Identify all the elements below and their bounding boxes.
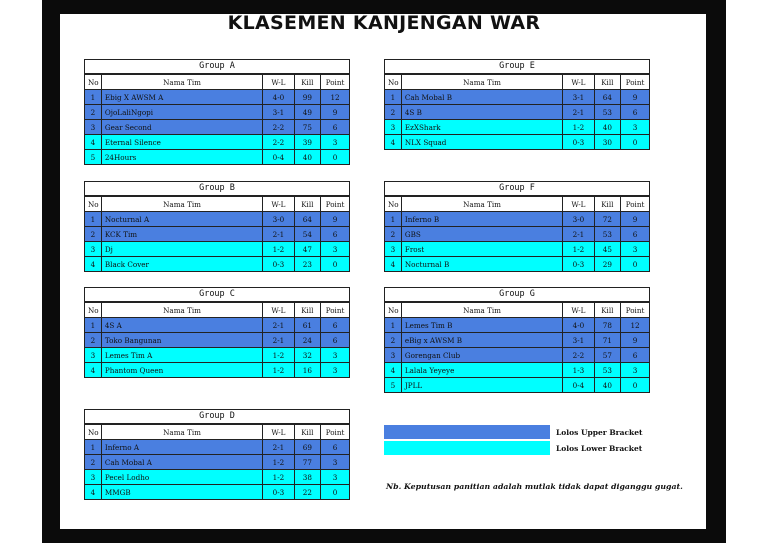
- cell-wl: 2-1: [263, 440, 294, 455]
- cell-point: 12: [621, 318, 650, 333]
- cell-point: 9: [621, 90, 650, 105]
- cell-name: JPLL: [401, 378, 562, 393]
- column-header-point: Point: [621, 75, 650, 90]
- table-row: [385, 363, 650, 378]
- cell-name: Pecel Lodho: [101, 470, 262, 485]
- table-row: [85, 120, 350, 135]
- cell-kill: 54: [294, 227, 321, 242]
- cell-kill: 72: [594, 212, 621, 227]
- cell-kill: 23: [294, 257, 321, 272]
- table-row: [85, 105, 350, 120]
- standings-table: [84, 74, 350, 165]
- cell-no: 4: [385, 257, 402, 272]
- footnote: Nb. Keputusan panitian adalah mutlak tidak dapat diganggu gugat.: [386, 482, 683, 491]
- cell-kill: 38: [294, 470, 321, 485]
- column-header-point: Point: [621, 197, 650, 212]
- cell-name: eBig x AWSM B: [401, 333, 562, 348]
- cell-wl: 0-3: [563, 135, 594, 150]
- cell-no: 1: [385, 90, 402, 105]
- cell-name: Gear Second: [101, 120, 262, 135]
- table-row: [85, 90, 350, 105]
- cell-wl: 3-0: [563, 212, 594, 227]
- cell-name: 4S A: [101, 318, 262, 333]
- cell-wl: 2-2: [563, 348, 594, 363]
- cell-no: 3: [85, 120, 102, 135]
- group-title: Group D: [84, 409, 350, 424]
- cell-name: Cah Mobal B: [401, 90, 562, 105]
- cell-no: 5: [85, 150, 102, 165]
- cell-no: 4: [85, 363, 102, 378]
- cell-point: 3: [321, 470, 350, 485]
- table-row: [385, 90, 650, 105]
- standings-table: [384, 74, 650, 150]
- cell-point: 6: [321, 318, 350, 333]
- cell-wl: 3-1: [263, 105, 294, 120]
- cell-point: 6: [621, 227, 650, 242]
- group-table-6: [384, 287, 650, 393]
- cell-wl: 1-2: [263, 242, 294, 257]
- cell-name: Ebig X AWSM A: [101, 90, 262, 105]
- column-header-no: No: [385, 197, 402, 212]
- column-header-wl: W-L: [263, 425, 294, 440]
- cell-point: 6: [321, 227, 350, 242]
- cell-kill: 75: [294, 120, 321, 135]
- legend-swatch-upper: [384, 425, 550, 439]
- header-row: [385, 75, 650, 90]
- cell-name: Eternal Silence: [101, 135, 262, 150]
- cell-point: 3: [321, 135, 350, 150]
- column-header-point: Point: [321, 75, 350, 90]
- cell-no: 3: [85, 242, 102, 257]
- table-row: [385, 212, 650, 227]
- column-header-point: Point: [321, 303, 350, 318]
- table-row: [85, 455, 350, 470]
- cell-name: GBS: [401, 227, 562, 242]
- cell-point: 9: [321, 105, 350, 120]
- cell-kill: 24: [294, 333, 321, 348]
- table-row: [85, 333, 350, 348]
- cell-no: 3: [385, 348, 402, 363]
- group-title: Group G: [384, 287, 650, 302]
- table-row: [385, 333, 650, 348]
- cell-kill: 29: [594, 257, 621, 272]
- cell-wl: 1-2: [263, 470, 294, 485]
- column-header-name: Nama Tim: [401, 75, 562, 90]
- group-title: Group B: [84, 181, 350, 196]
- cell-kill: 40: [594, 378, 621, 393]
- cell-point: 3: [621, 242, 650, 257]
- table-row: [85, 470, 350, 485]
- cell-wl: 2-1: [563, 227, 594, 242]
- column-header-kill: Kill: [294, 75, 321, 90]
- cell-kill: 64: [294, 212, 321, 227]
- cell-wl: 1-2: [263, 455, 294, 470]
- group-table-5: [384, 181, 650, 272]
- table-row: [385, 318, 650, 333]
- cell-wl: 3-1: [563, 333, 594, 348]
- cell-no: 1: [85, 440, 102, 455]
- cell-no: 5: [385, 378, 402, 393]
- standings-table: [84, 302, 350, 378]
- standings-table: [84, 196, 350, 272]
- cell-point: 0: [621, 378, 650, 393]
- column-header-kill: Kill: [594, 197, 621, 212]
- cell-kill: 16: [294, 363, 321, 378]
- column-header-wl: W-L: [563, 75, 594, 90]
- cell-wl: 3-0: [263, 212, 294, 227]
- cell-name: Nocturnal A: [101, 212, 262, 227]
- cell-kill: 99: [294, 90, 321, 105]
- cell-no: 3: [85, 348, 102, 363]
- cell-kill: 30: [594, 135, 621, 150]
- cell-point: 9: [621, 212, 650, 227]
- cell-point: 9: [321, 212, 350, 227]
- cell-kill: 77: [294, 455, 321, 470]
- cell-name: Lemes Tim B: [401, 318, 562, 333]
- cell-no: 2: [85, 333, 102, 348]
- column-header-point: Point: [621, 303, 650, 318]
- header-row: [85, 425, 350, 440]
- cell-kill: 53: [594, 227, 621, 242]
- table-row: [385, 227, 650, 242]
- cell-wl: 1-2: [563, 242, 594, 257]
- table-row: [85, 348, 350, 363]
- cell-name: Lemes Tim A: [101, 348, 262, 363]
- group-table-1: [84, 181, 350, 272]
- cell-wl: 2-2: [263, 120, 294, 135]
- column-header-wl: W-L: [563, 197, 594, 212]
- table-row: [85, 440, 350, 455]
- cell-no: 3: [85, 470, 102, 485]
- cell-name: Inferno A: [101, 440, 262, 455]
- cell-point: 3: [321, 363, 350, 378]
- legend-label-lower: Lolos Lower Bracket: [556, 444, 643, 453]
- column-header-name: Nama Tim: [401, 197, 562, 212]
- cell-kill: 40: [594, 120, 621, 135]
- cell-wl: 1-2: [263, 348, 294, 363]
- cell-name: EzXShark: [401, 120, 562, 135]
- column-header-kill: Kill: [294, 425, 321, 440]
- cell-wl: 0-4: [263, 150, 294, 165]
- column-header-no: No: [385, 303, 402, 318]
- header-row: [385, 197, 650, 212]
- cell-name: Toko Bangunan: [101, 333, 262, 348]
- cell-wl: 0-3: [263, 485, 294, 500]
- column-header-name: Nama Tim: [401, 303, 562, 318]
- cell-name: KCK Tim: [101, 227, 262, 242]
- header-row: [85, 303, 350, 318]
- cell-no: 1: [85, 318, 102, 333]
- column-header-kill: Kill: [294, 303, 321, 318]
- cell-name: Frost: [401, 242, 562, 257]
- cell-name: Inferno B: [401, 212, 562, 227]
- cell-kill: 49: [294, 105, 321, 120]
- cell-wl: 0-4: [563, 378, 594, 393]
- legend-swatch-lower: [384, 441, 550, 455]
- cell-no: 4: [85, 257, 102, 272]
- group-table-2: [84, 287, 350, 378]
- standings-table: [84, 424, 350, 500]
- column-header-wl: W-L: [263, 197, 294, 212]
- cell-no: 3: [385, 120, 402, 135]
- cell-kill: 61: [294, 318, 321, 333]
- cell-wl: 2-2: [263, 135, 294, 150]
- cell-kill: 71: [594, 333, 621, 348]
- cell-no: 4: [85, 485, 102, 500]
- cell-kill: 45: [594, 242, 621, 257]
- cell-no: 4: [385, 135, 402, 150]
- cell-point: 6: [321, 120, 350, 135]
- cell-no: 2: [385, 227, 402, 242]
- cell-name: Cah Mobal A: [101, 455, 262, 470]
- column-header-kill: Kill: [594, 75, 621, 90]
- table-row: [385, 120, 650, 135]
- cell-wl: 2-1: [263, 227, 294, 242]
- group-table-0: [84, 59, 350, 165]
- column-header-name: Nama Tim: [101, 303, 262, 318]
- cell-point: 6: [321, 333, 350, 348]
- cell-kill: 39: [294, 135, 321, 150]
- cell-wl: 0-3: [563, 257, 594, 272]
- column-header-name: Nama Tim: [101, 425, 262, 440]
- cell-wl: 2-1: [263, 318, 294, 333]
- column-header-wl: W-L: [263, 75, 294, 90]
- cell-kill: 22: [294, 485, 321, 500]
- header-row: [385, 303, 650, 318]
- cell-wl: 4-0: [563, 318, 594, 333]
- column-header-no: No: [85, 75, 102, 90]
- page-title: KLASEMEN KANJENGAN WAR: [227, 12, 541, 34]
- table-row: [385, 105, 650, 120]
- column-header-point: Point: [321, 425, 350, 440]
- cell-kill: 78: [594, 318, 621, 333]
- cell-kill: 40: [294, 150, 321, 165]
- cell-no: 3: [385, 242, 402, 257]
- cell-wl: 1-2: [563, 120, 594, 135]
- cell-point: 6: [621, 105, 650, 120]
- cell-point: 0: [621, 135, 650, 150]
- group-table-4: [384, 59, 650, 150]
- header-row: [85, 75, 350, 90]
- cell-no: 2: [385, 333, 402, 348]
- cell-point: 6: [621, 348, 650, 363]
- column-header-name: Nama Tim: [101, 197, 262, 212]
- cell-wl: 1-2: [263, 363, 294, 378]
- cell-no: 1: [85, 90, 102, 105]
- cell-kill: 57: [594, 348, 621, 363]
- cell-wl: 3-1: [563, 90, 594, 105]
- cell-name: Phantom Queen: [101, 363, 262, 378]
- cell-no: 2: [85, 455, 102, 470]
- cell-kill: 53: [594, 363, 621, 378]
- cell-no: 1: [85, 212, 102, 227]
- cell-name: NLX Squad: [401, 135, 562, 150]
- cell-name: 24Hours: [101, 150, 262, 165]
- column-header-no: No: [385, 75, 402, 90]
- cell-no: 2: [385, 105, 402, 120]
- cell-no: 4: [385, 363, 402, 378]
- table-row: [85, 257, 350, 272]
- group-title: Group E: [384, 59, 650, 74]
- group-table-3: [84, 409, 350, 500]
- cell-wl: 0-3: [263, 257, 294, 272]
- column-header-kill: Kill: [594, 303, 621, 318]
- cell-no: 2: [85, 105, 102, 120]
- table-row: [385, 135, 650, 150]
- cell-name: 4S B: [401, 105, 562, 120]
- cell-point: 3: [621, 120, 650, 135]
- column-header-wl: W-L: [563, 303, 594, 318]
- table-row: [85, 212, 350, 227]
- table-row: [85, 135, 350, 150]
- cell-wl: 2-1: [563, 105, 594, 120]
- cell-name: Black Cover: [101, 257, 262, 272]
- table-row: [385, 378, 650, 393]
- cell-wl: 4-0: [263, 90, 294, 105]
- cell-no: 1: [385, 318, 402, 333]
- column-header-kill: Kill: [294, 197, 321, 212]
- table-row: [385, 348, 650, 363]
- cell-point: 0: [321, 150, 350, 165]
- cell-point: 0: [621, 257, 650, 272]
- cell-point: 3: [321, 242, 350, 257]
- cell-point: 9: [621, 333, 650, 348]
- cell-point: 3: [321, 455, 350, 470]
- table-row: [85, 150, 350, 165]
- cell-wl: 1-3: [563, 363, 594, 378]
- column-header-no: No: [85, 303, 102, 318]
- cell-name: MMGB: [101, 485, 262, 500]
- table-row: [85, 363, 350, 378]
- cell-no: 4: [85, 135, 102, 150]
- cell-kill: 69: [294, 440, 321, 455]
- cell-kill: 32: [294, 348, 321, 363]
- cell-point: 0: [321, 257, 350, 272]
- cell-name: Dj: [101, 242, 262, 257]
- cell-point: 3: [321, 348, 350, 363]
- cell-kill: 53: [594, 105, 621, 120]
- cell-name: OjoLaliNgopi: [101, 105, 262, 120]
- cell-point: 6: [321, 440, 350, 455]
- column-header-wl: W-L: [263, 303, 294, 318]
- cell-name: Nocturnal B: [401, 257, 562, 272]
- cell-kill: 64: [594, 90, 621, 105]
- cell-no: 1: [385, 212, 402, 227]
- standings-table: [384, 302, 650, 393]
- cell-point: 3: [621, 363, 650, 378]
- group-title: Group A: [84, 59, 350, 74]
- table-row: [85, 242, 350, 257]
- legend-label-upper: Lolos Upper Bracket: [556, 428, 643, 437]
- table-row: [85, 227, 350, 242]
- cell-no: 2: [85, 227, 102, 242]
- cell-name: Lalala Yeyeye: [401, 363, 562, 378]
- table-row: [385, 242, 650, 257]
- table-row: [85, 485, 350, 500]
- column-header-no: No: [85, 197, 102, 212]
- standings-table: [384, 196, 650, 272]
- column-header-point: Point: [321, 197, 350, 212]
- column-header-no: No: [85, 425, 102, 440]
- cell-kill: 47: [294, 242, 321, 257]
- header-row: [85, 197, 350, 212]
- group-title: Group F: [384, 181, 650, 196]
- cell-point: 12: [321, 90, 350, 105]
- column-header-name: Nama Tim: [101, 75, 262, 90]
- table-row: [85, 318, 350, 333]
- cell-wl: 2-1: [263, 333, 294, 348]
- cell-name: Gorengan Club: [401, 348, 562, 363]
- cell-point: 0: [321, 485, 350, 500]
- group-title: Group C: [84, 287, 350, 302]
- table-row: [385, 257, 650, 272]
